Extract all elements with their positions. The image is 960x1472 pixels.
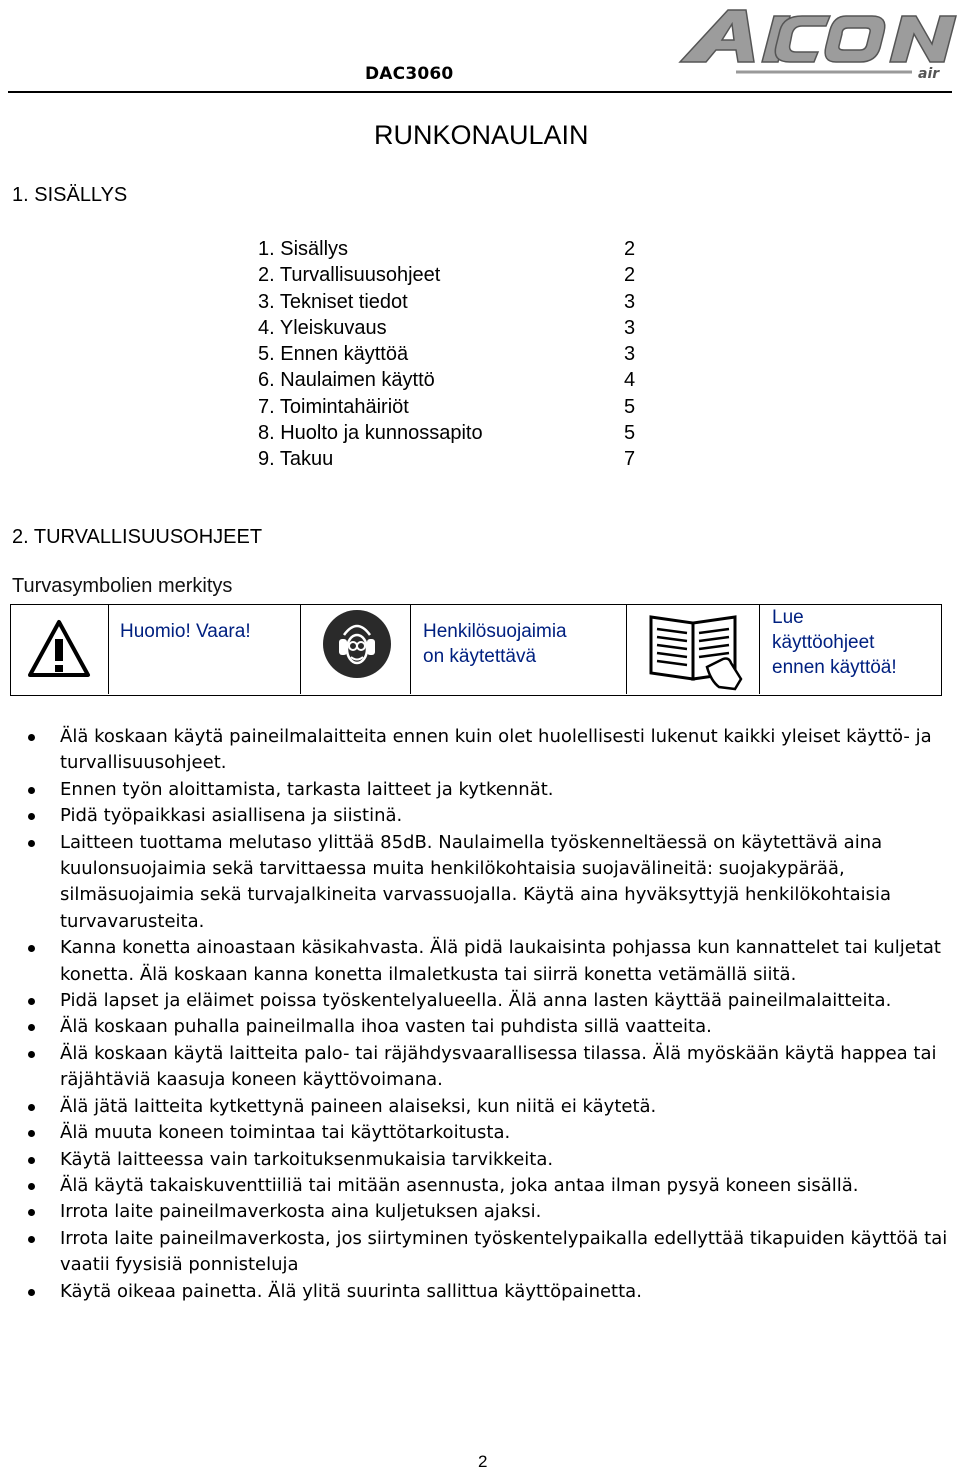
list-item: Irrota laite paineilmaverkosta, jos siirtyminen työskentelypaikalla edellyttää tikapuiden käyttöä tai vaatii fyysisiä ponnisteluja [22, 1226, 957, 1279]
list-item: Käytä oikeaa painetta. Älä ylitä suurinta sallittua käyttöpainetta. [22, 1279, 957, 1305]
manual-symbol-cell [626, 605, 759, 694]
warning-triangle-icon [27, 619, 91, 679]
list-item: Laitteen tuottama melutaso ylittää 85dB. Naulaimella työskenneltäessä on käytettävä aina kuulonsuojaimia sekä tarvittaessa muita henkilökohtaisia suojavälineitä: suojakypärää, silmäsuojaimia sekä turvajalkineita varvassuojalla. Käytä aina hyväksyttyjä henkilökohtaisia turvavarusteita. [22, 830, 957, 936]
toc-item-label: 2. Turvallisuusohjeet [258, 264, 441, 287]
toc-item [258, 367, 648, 393]
toc-item-page: 3 [624, 316, 636, 339]
list-item: Älä muuta koneen toimintaa tai käyttötarkoitusta. [22, 1120, 957, 1146]
toc-item [258, 289, 648, 315]
warning-symbol-cell [11, 605, 108, 694]
toc-item-label: 6. Naulaimen käyttö [258, 369, 435, 392]
toc-item-page: 3 [624, 343, 636, 366]
hearing-protection-icon [322, 609, 392, 679]
ppe-label-line: Henkilösuojaimia [423, 621, 567, 642]
list-item: Älä jätä laitteita kytkettynä paineen alaiseksi, kun niitä ei käytetä. [22, 1094, 957, 1120]
list-item: Älä koskaan käytä laitteita palo- tai räjähdysvaarallisessa tilassa. Älä myöskään käytä happea tai räjähtäviä kaasuja koneen käyttövoimana. [22, 1041, 957, 1094]
warning-label-cell [108, 605, 300, 694]
toc-item-page: 5 [624, 395, 636, 418]
safety-symbols-subheading: Turvasymbolien merkitys [12, 575, 233, 597]
toc-item-page: 7 [624, 448, 636, 471]
toc-item [258, 262, 648, 288]
toc-item-label: 4. Yleiskuvaus [258, 316, 387, 339]
safety-instructions-list [22, 724, 957, 1305]
list-item: Ennen työn aloittamista, tarkasta laitteet ja kytkennät. [22, 777, 957, 803]
manual-label [772, 605, 897, 680]
section-heading-safety: 2. TURVALLISUUSOHJEET [12, 526, 263, 548]
warning-label: Huomio! Vaara! [120, 621, 251, 642]
manual-label-line: ennen käyttöä! [772, 657, 897, 678]
ppe-label [423, 619, 567, 669]
list-item: Käytä laitteessa vain tarkoituksenmukaisia tarvikkeita. [22, 1147, 957, 1173]
ppe-symbol-cell [300, 605, 410, 694]
toc-item-label: 3. Tekniset tiedot [258, 290, 408, 313]
toc-item-label: 8. Huolto ja kunnossapito [258, 422, 483, 445]
toc-item-label: 7. Toimintahäiriöt [258, 395, 409, 418]
aicon-air-logo [676, 0, 960, 82]
page-number: 2 [478, 1452, 488, 1471]
toc-item-page: 2 [624, 264, 636, 287]
safety-symbols-table [10, 604, 942, 696]
toc-item-page: 3 [624, 290, 636, 313]
toc-item-page: 4 [624, 369, 636, 392]
model-code: DAC3060 [365, 64, 454, 84]
ppe-label-line: on käytettävä [423, 646, 537, 667]
ppe-label-cell [410, 605, 626, 694]
manual-label-line: Lue [772, 607, 804, 628]
document-title: RUNKONAULAIN [374, 120, 589, 150]
list-item: Älä koskaan puhalla paineilmalla ihoa vasten tai puhdista sillä vaatteita. [22, 1014, 957, 1040]
list-item: Irrota laite paineilmaverkosta aina kuljetuksen ajaksi. [22, 1199, 957, 1225]
toc-item-label: 9. Takuu [258, 448, 334, 471]
list-item: Älä koskaan käytä paineilmalaitteita ennen kuin olet huolellisesti lukenut kaikki yleiset käyttö- ja turvallisuusohjeet. [22, 724, 957, 777]
toc-item [258, 236, 648, 262]
manual-label-cell [759, 605, 941, 694]
list-item: Pidä lapset ja eläimet poissa työskentelyalueella. Älä anna lasten käyttää paineilmalaitteita. [22, 988, 957, 1014]
toc-item [258, 341, 648, 367]
list-item: Pidä työpaikkasi asiallisena ja siistinä. [22, 803, 957, 829]
toc-item [258, 446, 648, 472]
list-item: Älä käytä takaiskuventtiiliä tai mitään asennusta, joka antaa ilman pysyä koneen sisällä. [22, 1173, 957, 1199]
toc-item [258, 315, 648, 341]
svg-text:air: air [918, 66, 940, 82]
toc-item-page: 5 [624, 422, 636, 445]
read-manual-icon [645, 609, 745, 691]
toc-item-page: 2 [624, 238, 636, 260]
toc-item [258, 394, 648, 420]
toc-item-label: 5. Ennen käyttöä [258, 343, 409, 366]
header-rule [8, 91, 952, 93]
manual-label-line: käyttöohjeet [772, 632, 875, 653]
toc-item-label: 1. Sisällys [258, 238, 349, 260]
list-item: Kanna konetta ainoastaan käsikahvasta. Älä pidä laukaisinta pohjassa kun kannattelet tai kuljetat konetta. Älä koskaan kanna konetta ilmaletkusta tai siirrä konetta vetämällä siitä. [22, 935, 957, 988]
toc-item [258, 420, 648, 446]
section-heading-contents: 1. SISÄLLYS [12, 184, 128, 206]
table-of-contents [258, 236, 648, 473]
